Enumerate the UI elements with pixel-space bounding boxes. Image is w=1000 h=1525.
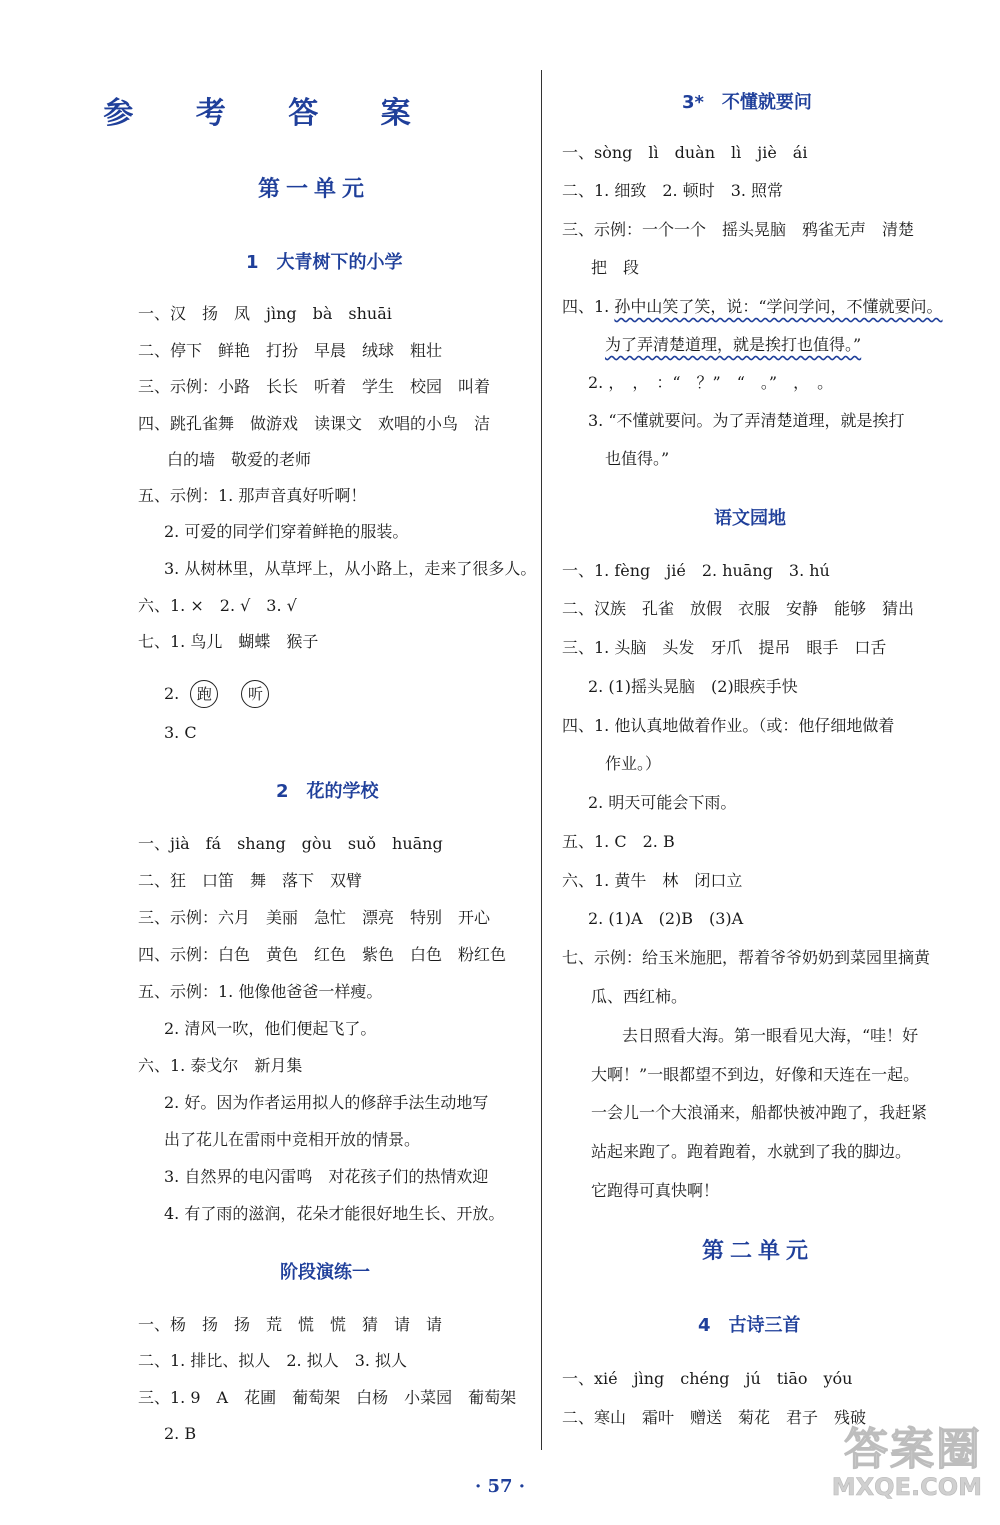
answer-line: 五、示例：1. 他像他爸爸一样瘦。: [138, 982, 383, 1001]
answer-line: 去日照看大海。第一眼看见大海，“哇！好: [622, 1026, 919, 1045]
answer-line: 3. 自然界的电闪雷鸣 对花孩子们的热情欢迎: [164, 1167, 489, 1186]
answer-line: 瓜、西红柿。: [591, 987, 688, 1006]
answer-line: 二、狂 口笛 舞 落下 双臂: [138, 871, 363, 890]
wavy-underlined-text: 为了弄清楚道理，就是挨打也值得。”: [605, 335, 862, 354]
wavy-underlined-text: 孙中山笑了笑，说：“学问学问，不懂就要问。: [614, 297, 943, 316]
answer-line: 五、1. C 2. B: [562, 832, 675, 851]
answer-line: 一、jià fá shang gòu suǒ huāng: [138, 834, 443, 853]
answer-number: 四、1.: [562, 297, 615, 316]
answer-line: 二、寒山 霜叶 赠送 菊花 君子 残破: [562, 1408, 867, 1427]
answer-line: 三、1. 头脑 头发 牙爪 提吊 眼手 口舌: [562, 638, 887, 657]
page-number: · 57 ·: [474, 1476, 526, 1497]
answer-line: 2. 可爱的同学们穿着鲜艳的服装。: [164, 522, 409, 541]
answer-line: 2. 好。因为作者运用拟人的修辞手法生动地写: [164, 1093, 489, 1112]
answer-line: 六、1. 泰戈尔 新月集: [138, 1056, 303, 1075]
circled-character: 跑: [190, 680, 218, 708]
answer-line: 一、1. fèng jié 2. huāng 3. hú: [562, 561, 830, 580]
circled-character: 听: [241, 680, 269, 708]
lesson-heading: 阶段演练一: [280, 1262, 370, 1283]
answer-line: 3. “不懂就要问。为了弄清楚道理，就是挨打: [588, 411, 905, 430]
answer-line: 三、示例：一个一个 摇头晃脑 鸦雀无声 清楚: [562, 220, 915, 239]
answer-line: 四、跳孔雀舞 做游戏 读课文 欢唱的小鸟 洁: [138, 414, 491, 433]
answer-line: 二、汉族 孔雀 放假 衣服 安静 能够 猜出: [562, 599, 915, 618]
answer-line: [562, 296, 943, 318]
column-divider: [541, 70, 542, 1450]
answer-line: 六、1. × 2. √ 3. √: [138, 596, 297, 615]
answer-line: 三、示例：小路 长长 听着 学生 校园 叫着: [138, 377, 491, 396]
answer-line: 2. B: [164, 1424, 197, 1443]
unit-heading: 第二单元: [702, 1239, 815, 1264]
answer-line: 二、1. 细致 2. 顿时 3. 照常: [562, 181, 784, 200]
answer-line: 一、xié jìng chéng jú tiāo yóu: [562, 1369, 853, 1388]
answer-line: 它跑得可真快啊！: [591, 1181, 720, 1200]
lesson-heading: 2 花的学校: [276, 781, 379, 802]
answer-line: 也值得。”: [605, 449, 670, 468]
answer-line: 4. 有了雨的滋润，花朵才能很好地生长、开放。: [164, 1204, 505, 1223]
answer-line: 2. (1)摇头晃脑 (2)眼疾手快: [588, 677, 798, 696]
watermark: [797, 1413, 982, 1513]
answer-line: 3. 从树林里，从草坪上，从小路上，走来了很多人。: [164, 559, 537, 578]
answer-line: 一、sòng lì duàn lì jiè ái: [562, 143, 808, 162]
answer-line: [605, 334, 861, 356]
answer-line: 一、杨 扬 扬 荒 慌 慌 猜 请 请: [138, 1315, 443, 1334]
lesson-heading: 1 大青树下的小学: [246, 252, 403, 273]
answer-line: 五、示例：1. 那声音真好听啊！: [138, 486, 367, 505]
answer-line: 站起来跑了。跑着跑着，水就到了我的脚边。: [591, 1142, 912, 1161]
answer-line: 2. 明天可能会下雨。: [588, 793, 737, 812]
page-title: 参 考 答 案: [103, 96, 437, 131]
answer-number: 2.: [164, 684, 180, 703]
answer-line: 六、1. 黄牛 林 闭口立: [562, 871, 743, 890]
lesson-heading: 4 古诗三首: [698, 1315, 801, 1336]
answer-line: 三、1. 9 A 花圃 葡萄架 白杨 小菜园 葡萄架: [138, 1388, 517, 1407]
answer-line: 2. 清风一吹，他们便起飞了。: [164, 1019, 377, 1038]
unit-heading: 第一单元: [258, 177, 371, 202]
answer-line: 二、1. 排比、拟人 2. 拟人 3. 拟人: [138, 1351, 408, 1370]
answer-line: 四、1. 他认真地做着作业。（或：他仔细地做着: [562, 716, 895, 735]
answer-line: 把 段: [591, 258, 640, 277]
watermark-url: MXQE.COM: [831, 1473, 982, 1501]
answer-line: 四、示例：白色 黄色 红色 紫色 白色 粉红色: [138, 945, 507, 964]
answer-line: 三、示例：六月 美丽 急忙 漂亮 特别 开心: [138, 908, 491, 927]
circled-answer-line: [164, 680, 287, 708]
lesson-heading: 3* 不懂就要问: [682, 92, 812, 113]
answer-line: 2. ， ， ：“ ？” “ 。” ， 。: [588, 373, 834, 392]
answer-line: 作业。）: [605, 754, 662, 773]
answer-line: 一会儿一个大浪涌来，船都快被冲跑了，我赶紧: [591, 1103, 928, 1122]
answer-line: 出了花儿在雷雨中竞相开放的情景。: [164, 1130, 421, 1149]
lesson-heading: 语文园地: [714, 508, 786, 529]
answer-line: 七、1. 鸟儿 蝴蝶 猴子: [138, 632, 319, 651]
answer-line: 大啊！”一眼都望不到边，好像和天连在一起。: [591, 1065, 920, 1084]
answer-line: 白的墙 敬爱的老师: [167, 450, 312, 469]
answer-line: 七、示例：给玉米施肥，帮着爷爷奶奶到菜园里摘黄: [562, 948, 931, 967]
answer-line: 二、停下 鲜艳 打扮 早晨 绒球 粗壮: [138, 341, 443, 360]
answer-line: 3. C: [164, 723, 197, 742]
answer-line: 2. (1)A (2)B (3)A: [588, 909, 744, 928]
answer-line: 一、汉 扬 凤 jìng bà shuāi: [138, 304, 392, 323]
watermark-logo-text: 答案圈: [844, 1424, 982, 1475]
